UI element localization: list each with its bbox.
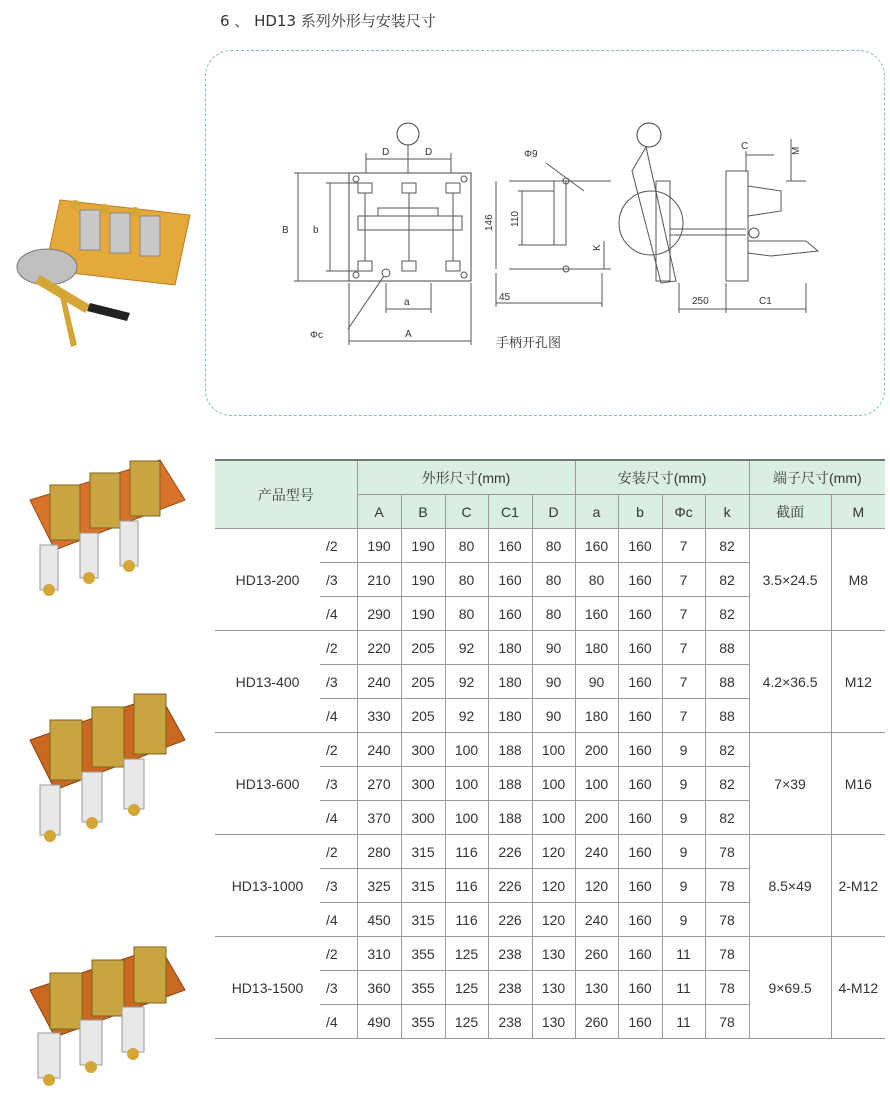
value-cell: 160	[618, 597, 662, 631]
dim-label-110: 110	[510, 211, 521, 227]
dimension-drawing-frame	[205, 50, 885, 416]
value-cell: 238	[488, 971, 532, 1005]
terminal-m-cell: M12	[831, 631, 885, 733]
product-photo-hd13-200	[10, 440, 190, 605]
value-cell: 82	[705, 767, 749, 801]
value-cell: 190	[401, 563, 445, 597]
value-cell: 370	[357, 801, 401, 835]
table-row	[215, 631, 885, 665]
value-cell: 80	[445, 529, 488, 563]
value-cell: 270	[357, 767, 401, 801]
value-cell: 160	[618, 937, 662, 971]
value-cell: 100	[575, 767, 618, 801]
value-cell: 78	[705, 869, 749, 903]
pole-variant-cell: /3	[320, 971, 357, 1005]
value-cell: 160	[618, 529, 662, 563]
dim-label-B: B	[282, 225, 289, 236]
value-cell: 9	[662, 767, 705, 801]
value-cell: 160	[618, 699, 662, 733]
value-cell: 188	[488, 801, 532, 835]
pole-variant-cell: /4	[320, 903, 357, 937]
value-cell: 205	[401, 699, 445, 733]
value-cell: 290	[357, 597, 401, 631]
dim-label-M: M	[791, 146, 802, 155]
product-photo-hd13-600	[10, 670, 190, 850]
value-cell: 160	[575, 529, 618, 563]
col-header-a: a	[575, 495, 618, 529]
value-cell: 300	[401, 767, 445, 801]
value-cell: 200	[575, 733, 618, 767]
value-cell: 355	[401, 971, 445, 1005]
value-cell: 125	[445, 937, 488, 971]
value-cell: 160	[488, 529, 532, 563]
terminal-section-cell: 7×39	[749, 733, 831, 835]
pole-variant-cell: /3	[320, 767, 357, 801]
pole-variant-cell: /3	[320, 869, 357, 903]
value-cell: 355	[401, 937, 445, 971]
col-header-C: C	[445, 495, 488, 529]
dim-label-A: A	[405, 329, 412, 340]
value-cell: 78	[705, 835, 749, 869]
value-cell: 226	[488, 869, 532, 903]
value-cell: 11	[662, 937, 705, 971]
value-cell: 315	[401, 869, 445, 903]
value-cell: 200	[575, 801, 618, 835]
table-row	[215, 733, 885, 767]
dim-label-250: 250	[692, 296, 709, 307]
value-cell: 9	[662, 835, 705, 869]
value-cell: 490	[357, 1005, 401, 1039]
value-cell: 180	[488, 631, 532, 665]
value-cell: 80	[532, 597, 575, 631]
pole-variant-cell: /2	[320, 835, 357, 869]
section-heading: 6 、 HD13 系列外形与安装尺寸	[220, 12, 436, 30]
header-outline-dims: 外形尺寸(mm)	[357, 460, 575, 495]
terminal-section-cell: 4.2×36.5	[749, 631, 831, 733]
value-cell: 160	[618, 801, 662, 835]
product-photo-with-handle	[5, 175, 195, 355]
value-cell: 205	[401, 631, 445, 665]
value-cell: 100	[532, 767, 575, 801]
value-cell: 130	[532, 1005, 575, 1039]
col-header-m: M	[831, 495, 885, 529]
value-cell: 160	[618, 1005, 662, 1039]
value-cell: 310	[357, 937, 401, 971]
value-cell: 160	[488, 597, 532, 631]
value-cell: 100	[445, 733, 488, 767]
value-cell: 355	[401, 1005, 445, 1039]
value-cell: 240	[575, 835, 618, 869]
value-cell: 160	[618, 869, 662, 903]
value-cell: 100	[445, 801, 488, 835]
product-photo-hd13-1500	[10, 925, 190, 1090]
value-cell: 9	[662, 869, 705, 903]
value-cell: 190	[401, 597, 445, 631]
value-cell: 210	[357, 563, 401, 597]
value-cell: 78	[705, 971, 749, 1005]
value-cell: 7	[662, 529, 705, 563]
col-header-b: b	[618, 495, 662, 529]
value-cell: 188	[488, 733, 532, 767]
value-cell: 80	[445, 563, 488, 597]
dimension-drawing	[206, 51, 886, 417]
value-cell: 160	[618, 835, 662, 869]
pole-variant-cell: /2	[320, 631, 357, 665]
value-cell: 92	[445, 699, 488, 733]
value-cell: 190	[401, 529, 445, 563]
dim-label-C1: C1	[759, 296, 772, 307]
value-cell: 188	[488, 767, 532, 801]
dim-label-D1: D	[382, 147, 390, 158]
value-cell: 240	[575, 903, 618, 937]
pole-variant-cell: /4	[320, 597, 357, 631]
value-cell: 280	[357, 835, 401, 869]
pole-variant-cell: /4	[320, 1005, 357, 1039]
value-cell: 116	[445, 869, 488, 903]
dim-label-D2: D	[425, 147, 433, 158]
value-cell: 120	[532, 869, 575, 903]
value-cell: 315	[401, 835, 445, 869]
terminal-section-cell: 8.5×49	[749, 835, 831, 937]
value-cell: 220	[357, 631, 401, 665]
col-header-C1: C1	[488, 495, 532, 529]
value-cell: 9	[662, 903, 705, 937]
value-cell: 240	[357, 733, 401, 767]
value-cell: 260	[575, 1005, 618, 1039]
dim-label-b: b	[313, 225, 319, 236]
value-cell: 92	[445, 631, 488, 665]
value-cell: 116	[445, 903, 488, 937]
dim-label-C: C	[741, 141, 749, 152]
value-cell: 160	[618, 971, 662, 1005]
value-cell: 11	[662, 971, 705, 1005]
value-cell: 80	[532, 563, 575, 597]
dim-label-K: K	[592, 244, 603, 251]
terminal-m-cell: M16	[831, 733, 885, 835]
dim-label-a: a	[404, 297, 410, 308]
model-name-cell: HD13-1500	[215, 937, 320, 1039]
value-cell: 88	[705, 665, 749, 699]
value-cell: 92	[445, 665, 488, 699]
value-cell: 330	[357, 699, 401, 733]
value-cell: 116	[445, 835, 488, 869]
model-name-cell: HD13-200	[215, 529, 320, 631]
value-cell: 226	[488, 903, 532, 937]
value-cell: 450	[357, 903, 401, 937]
terminal-m-cell: M8	[831, 529, 885, 631]
spec-table	[215, 459, 885, 1039]
pole-variant-cell: /2	[320, 937, 357, 971]
value-cell: 160	[618, 767, 662, 801]
header-install-dims: 安装尺寸(mm)	[575, 460, 749, 495]
col-header-k: k	[705, 495, 749, 529]
handle-hole-caption: 手柄开孔图	[496, 335, 562, 350]
value-cell: 160	[618, 665, 662, 699]
value-cell: 100	[445, 767, 488, 801]
value-cell: 7	[662, 597, 705, 631]
value-cell: 130	[532, 971, 575, 1005]
col-header-D: D	[532, 495, 575, 529]
value-cell: 190	[357, 529, 401, 563]
pole-variant-cell: /4	[320, 801, 357, 835]
col-header-phic: Φc	[662, 495, 705, 529]
value-cell: 82	[705, 801, 749, 835]
value-cell: 80	[532, 529, 575, 563]
value-cell: 80	[445, 597, 488, 631]
value-cell: 238	[488, 1005, 532, 1039]
value-cell: 130	[532, 937, 575, 971]
value-cell: 78	[705, 937, 749, 971]
value-cell: 160	[575, 597, 618, 631]
value-cell: 88	[705, 631, 749, 665]
value-cell: 90	[532, 665, 575, 699]
model-name-cell: HD13-600	[215, 733, 320, 835]
value-cell: 300	[401, 733, 445, 767]
value-cell: 180	[575, 699, 618, 733]
spec-table-body	[215, 529, 885, 1039]
value-cell: 160	[618, 563, 662, 597]
value-cell: 90	[532, 631, 575, 665]
value-cell: 205	[401, 665, 445, 699]
value-cell: 130	[575, 971, 618, 1005]
model-name-cell: HD13-1000	[215, 835, 320, 937]
value-cell: 7	[662, 563, 705, 597]
header-model: 产品型号	[215, 460, 357, 529]
model-name-cell: HD13-400	[215, 631, 320, 733]
value-cell: 7	[662, 631, 705, 665]
value-cell: 160	[488, 563, 532, 597]
value-cell: 7	[662, 699, 705, 733]
value-cell: 125	[445, 971, 488, 1005]
dim-label-146: 146	[484, 214, 495, 231]
dim-label-phi9: Φ9	[524, 149, 538, 160]
value-cell: 160	[618, 733, 662, 767]
value-cell: 120	[575, 869, 618, 903]
value-cell: 90	[575, 665, 618, 699]
dim-label-phic: Φc	[310, 330, 323, 341]
value-cell: 315	[401, 903, 445, 937]
col-header-B: B	[401, 495, 445, 529]
value-cell: 100	[532, 733, 575, 767]
value-cell: 125	[445, 1005, 488, 1039]
terminal-section-cell: 9×69.5	[749, 937, 831, 1039]
value-cell: 82	[705, 529, 749, 563]
col-header-A: A	[357, 495, 401, 529]
value-cell: 9	[662, 801, 705, 835]
pole-variant-cell: /4	[320, 699, 357, 733]
value-cell: 226	[488, 835, 532, 869]
value-cell: 360	[357, 971, 401, 1005]
value-cell: 82	[705, 733, 749, 767]
value-cell: 88	[705, 699, 749, 733]
value-cell: 7	[662, 665, 705, 699]
value-cell: 78	[705, 903, 749, 937]
header-terminal-dims: 端子尺寸(mm)	[749, 460, 885, 495]
value-cell: 160	[618, 903, 662, 937]
value-cell: 160	[618, 631, 662, 665]
value-cell: 300	[401, 801, 445, 835]
value-cell: 180	[575, 631, 618, 665]
value-cell: 11	[662, 1005, 705, 1039]
value-cell: 120	[532, 835, 575, 869]
value-cell: 240	[357, 665, 401, 699]
value-cell: 78	[705, 1005, 749, 1039]
terminal-m-cell: 2-M12	[831, 835, 885, 937]
value-cell: 238	[488, 937, 532, 971]
value-cell: 80	[575, 563, 618, 597]
terminal-section-cell: 3.5×24.5	[749, 529, 831, 631]
value-cell: 82	[705, 597, 749, 631]
pole-variant-cell: /3	[320, 563, 357, 597]
value-cell: 82	[705, 563, 749, 597]
dim-label-45: 45	[499, 292, 511, 303]
terminal-m-cell: 4-M12	[831, 937, 885, 1039]
value-cell: 180	[488, 699, 532, 733]
pole-variant-cell: /2	[320, 733, 357, 767]
col-header-section: 截面	[749, 495, 831, 529]
table-row	[215, 937, 885, 971]
value-cell: 120	[532, 903, 575, 937]
value-cell: 325	[357, 869, 401, 903]
value-cell: 100	[532, 801, 575, 835]
value-cell: 90	[532, 699, 575, 733]
pole-variant-cell: /2	[320, 529, 357, 563]
value-cell: 9	[662, 733, 705, 767]
value-cell: 260	[575, 937, 618, 971]
table-row	[215, 529, 885, 563]
table-row	[215, 835, 885, 869]
value-cell: 180	[488, 665, 532, 699]
pole-variant-cell: /3	[320, 665, 357, 699]
